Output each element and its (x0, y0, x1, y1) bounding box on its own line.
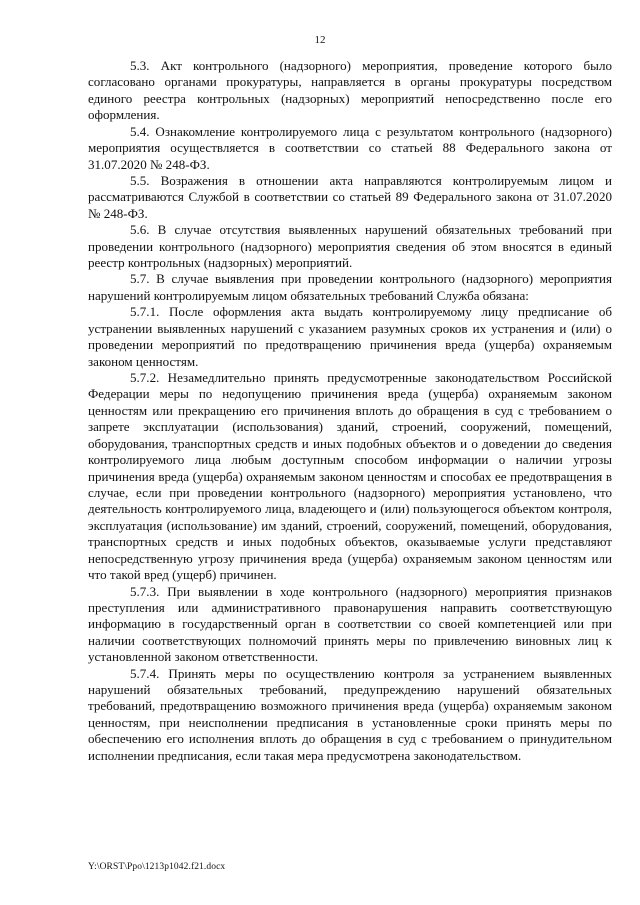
document-body (88, 58, 612, 764)
file-path-footer: Y:\ORST\Ppo\1213p1042.f21.docx (88, 862, 226, 872)
paragraph-5-6: 5.6. В случае отсутствия выявленных нарушений обязательных требований при проведении контрольного (надзорного) мероприятия сведения об этом вносятся в единый реестр контрольных (надзорных) мероприятий. (88, 222, 612, 271)
paragraph-5-3: 5.3. Акт контрольного (надзорного) мероприятия, проведение которого было согласовано органами прокуратуры, направляется в органы прокуратуры посредством единого реестра контрольных (надзорных) мероприятий непосредственно после его оформления. (88, 58, 612, 123)
paragraph-5-7-1: 5.7.1. После оформления акта выдать контролируемому лицу предписание об устранении выявленных нарушений с указанием разумных сроков их устранения и (или) о проведении мероприятий по предотвращению причинения вреда (ущерба) охраняемым законом ценностям. (88, 304, 612, 369)
paragraph-5-5: 5.5. Возражения в отношении акта направляются контролируемым лицом и рассматриваются Службой в соответствии со статьей 89 Федерального закона от 31.07.2020 № 248-ФЗ. (88, 172, 612, 221)
paragraph-5-4: 5.4. Ознакомление контролируемого лица с результатом контрольного (надзорного) мероприятия осуществляется в соответствии со статьей 88 Федерального закона от 31.07.2020 № 248-ФЗ. (88, 123, 612, 172)
paragraph-5-7-2: 5.7.2. Незамедлительно принять предусмотренные законодательством Российской Федерации меры по недопущению причинения вреда (ущерба) охраняемым законом ценностям или прекращению его причинения вплоть до обращения в суд с требованием о запрете эксплуатации (использования) зданий, строений, сооружений, помещений, оборудования, транспортных средств и иных подобных объектов и о доведении до сведения контролируемого лица любым доступным способом информации о наличии угрозы причинения вреда (ущерба) охраняемым законом ценностям и способах ее предотвращения в случае, если при проведении контрольного (надзорного) мероприятия установлено, что деятельность контролируемого лица, владеющего и (или) пользующегося объектом контроля, эксплуатация (использование) им зданий, строений, сооружений, помещений, оборудования, транспортных средств и иных подобных объектов, оказываемые услуги представляют непосредственную угрозу причинения вреда (ущерба) охраняемым законом ценностям или что такой вред (ущерб) причинен. (88, 370, 612, 583)
page-number: 12 (314, 34, 326, 46)
paragraph-5-7: 5.7. В случае выявления при проведении контрольного (надзорного) мероприятия нарушений контролируемым лицом обязательных требований Служба обязана: (88, 271, 612, 303)
paragraph-5-7-3: 5.7.3. При выявлении в ходе контрольного (надзорного) мероприятия признаков преступления или административного правонарушения направить соответствующую информацию в государственный орган в соответствии со своей компетенцией или при наличии соответствующих полномочий принять меры по привлечению виновных лиц к установленной законом ответственности. (88, 583, 612, 665)
paragraph-5-7-4: 5.7.4. Принять меры по осуществлению контроля за устранением выявленных нарушений обязательных требований, предупреждению нарушений обязательных требований, предотвращению возможного причинения вреда (ущерба) охраняемым законом ценностям, при неисполнении предписания в установленные сроки принять меры по обеспечению его исполнения вплоть до обращения в суд с требованием о принудительном исполнении предписания, если такая мера предусмотрена законодательством. (88, 665, 612, 763)
